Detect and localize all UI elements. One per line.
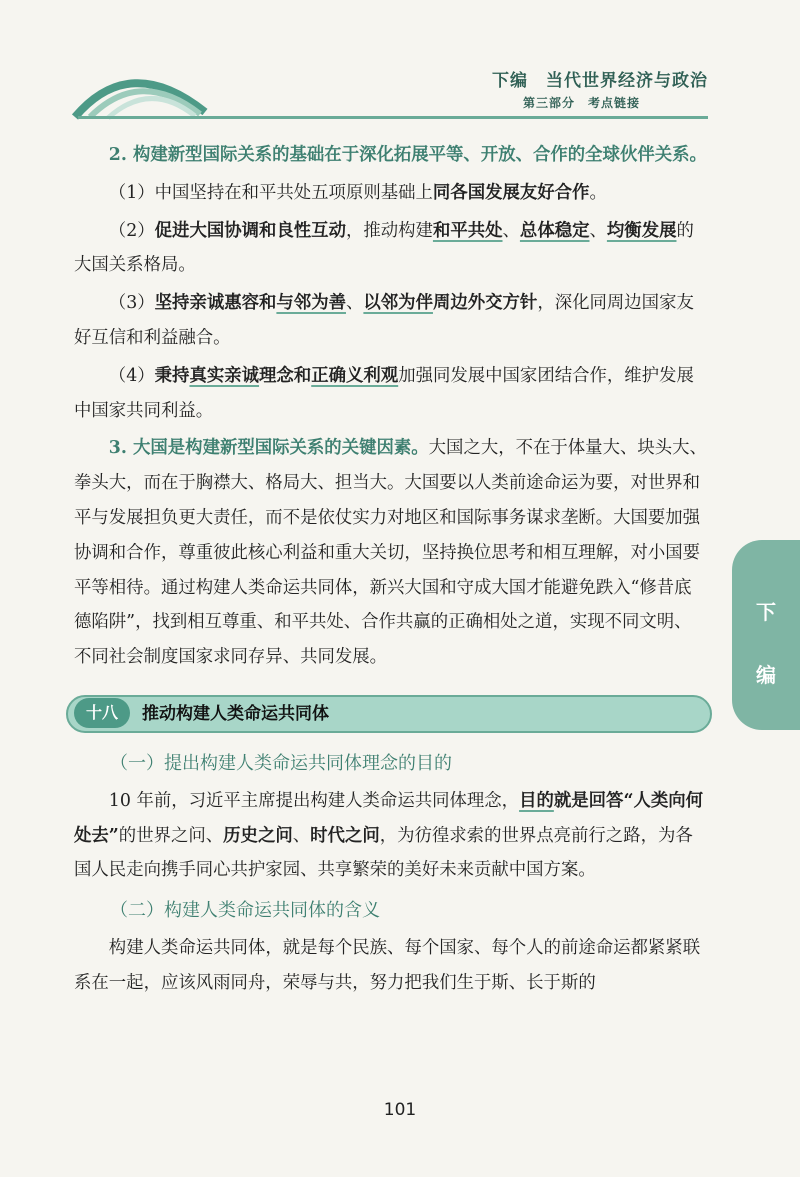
side-tab: [732, 540, 800, 730]
text-span: 、: [345, 293, 364, 314]
text-span: （3）: [108, 293, 155, 314]
bold-span: 秉持: [154, 365, 190, 386]
paragraph-2-1: [74, 176, 708, 211]
page-content: [74, 138, 708, 1004]
text-span: （1）中国坚持在和平共处五项原则基础上: [108, 182, 433, 203]
paragraph-2-4: [74, 359, 708, 429]
underlined-span: 以邻为伴: [363, 293, 433, 314]
text-span: （4）: [108, 365, 155, 386]
text-span: 的大国关系格局。: [74, 220, 694, 276]
bold-span: 就是回答: [553, 790, 624, 811]
paragraph-5: 构建人类命运共同体，就是每个民族、每个国家、每个人的前途命运都紧紧联系在一起，应该风雨同舟，荣辱与共，努力把我们生于斯、长于斯的: [74, 937, 701, 993]
text-span: 。: [589, 182, 607, 203]
text-span: ，为彷徨求索的世界点亮前行之路，为各国人民走向携手同心共护家园、共享繁荣的美好未来贡献中国方案。: [74, 825, 693, 881]
bold-span: 时代之问: [310, 825, 380, 846]
paragraph-3-lead: 3. 大国是构建新型国际关系的关键因素。: [108, 438, 429, 459]
side-tab-char-1: 下: [756, 600, 776, 624]
paragraph-2-2: [74, 214, 708, 284]
underlined-span: 目的: [519, 790, 554, 811]
underlined-span: 真实亲诚: [189, 365, 260, 386]
paragraph-2-3: [74, 286, 708, 356]
subheading-1: （一）提出构建人类命运共同体理念的目的: [110, 752, 452, 774]
side-tab-char-2: 编: [756, 663, 776, 687]
section-heading-bar: [66, 695, 712, 733]
paragraph-2: [74, 138, 708, 173]
paragraph-3: [74, 431, 708, 675]
header-rule: [78, 116, 708, 119]
bold-span: 理念和: [259, 365, 312, 386]
text-span: 、: [589, 220, 607, 241]
text-span: 10 年前，习近平主席提出构建人类命运共同体理念，: [108, 790, 520, 811]
underlined-span: 和平共处: [432, 220, 503, 241]
underlined-span: 总体稳定: [519, 220, 590, 241]
bold-span: 坚持亲诚惠容和: [154, 293, 277, 314]
subheading-2: （二）构建人类命运共同体的含义: [110, 900, 380, 922]
bold-span: 周边外交方针: [432, 293, 538, 314]
header-subtitle: 第三部分 考点链接: [522, 96, 640, 110]
header-title: 下编 当代世界经济与政治: [492, 71, 708, 91]
paragraph-3-body: 大国之大，不在于体量大、块头大、拳头大，而在于胸襟大、格局大、担当大。大国要以人类前途命运为要，对世界和平与发展担负更大责任，而不是依仗实力对地区和国际事务谋求垄断。大国要加强协调和合作，尊重彼此核心利益和重大关切，坚持换位思考和相互理解，对小国要平等相待。通过构建人类命运共同体，新兴大国和守成大国才能避免跌入“修昔底德陷阱”，找到相互尊重、和平共处、合作共赢的正确相处之道，实现不同文明、不同社会制度国家求同存异、共同发展。: [74, 438, 707, 668]
page-number: 101: [383, 1100, 417, 1120]
section-title: 推动构建人类命运共同体: [142, 703, 329, 724]
text-span: 、: [502, 220, 520, 241]
underlined-span: 与邻为善: [276, 293, 346, 314]
text-span: （2）: [108, 220, 155, 241]
text-span: 的世界之问、: [118, 825, 224, 846]
header-arc-decoration: [70, 62, 210, 122]
text-span: ，推动构建: [345, 220, 433, 241]
text-span: ，深化同周边国家友好互信和利益融合。: [74, 293, 694, 348]
underlined-span: 均衡发展: [606, 220, 677, 241]
bold-span: 同各国发展友好合作: [432, 182, 590, 203]
paragraph-2-lead: 2. 构建新型国际关系的基础在于深化拓展平等、开放、合作的全球伙伴关系。: [108, 145, 707, 165]
bold-span: 促进大国协调和良性互动: [154, 220, 346, 241]
section-number-badge: 十八: [74, 698, 130, 728]
bold-span: “人类向何处去”: [74, 790, 704, 846]
text-span: 、: [292, 825, 311, 846]
underlined-span: 正确义利观: [311, 365, 399, 386]
bold-span: 历史之问: [223, 825, 293, 846]
paragraph-4: [74, 784, 708, 888]
text-span: 加强同发展中国家团结合作，维护发展中国家共同利益。: [74, 365, 694, 421]
